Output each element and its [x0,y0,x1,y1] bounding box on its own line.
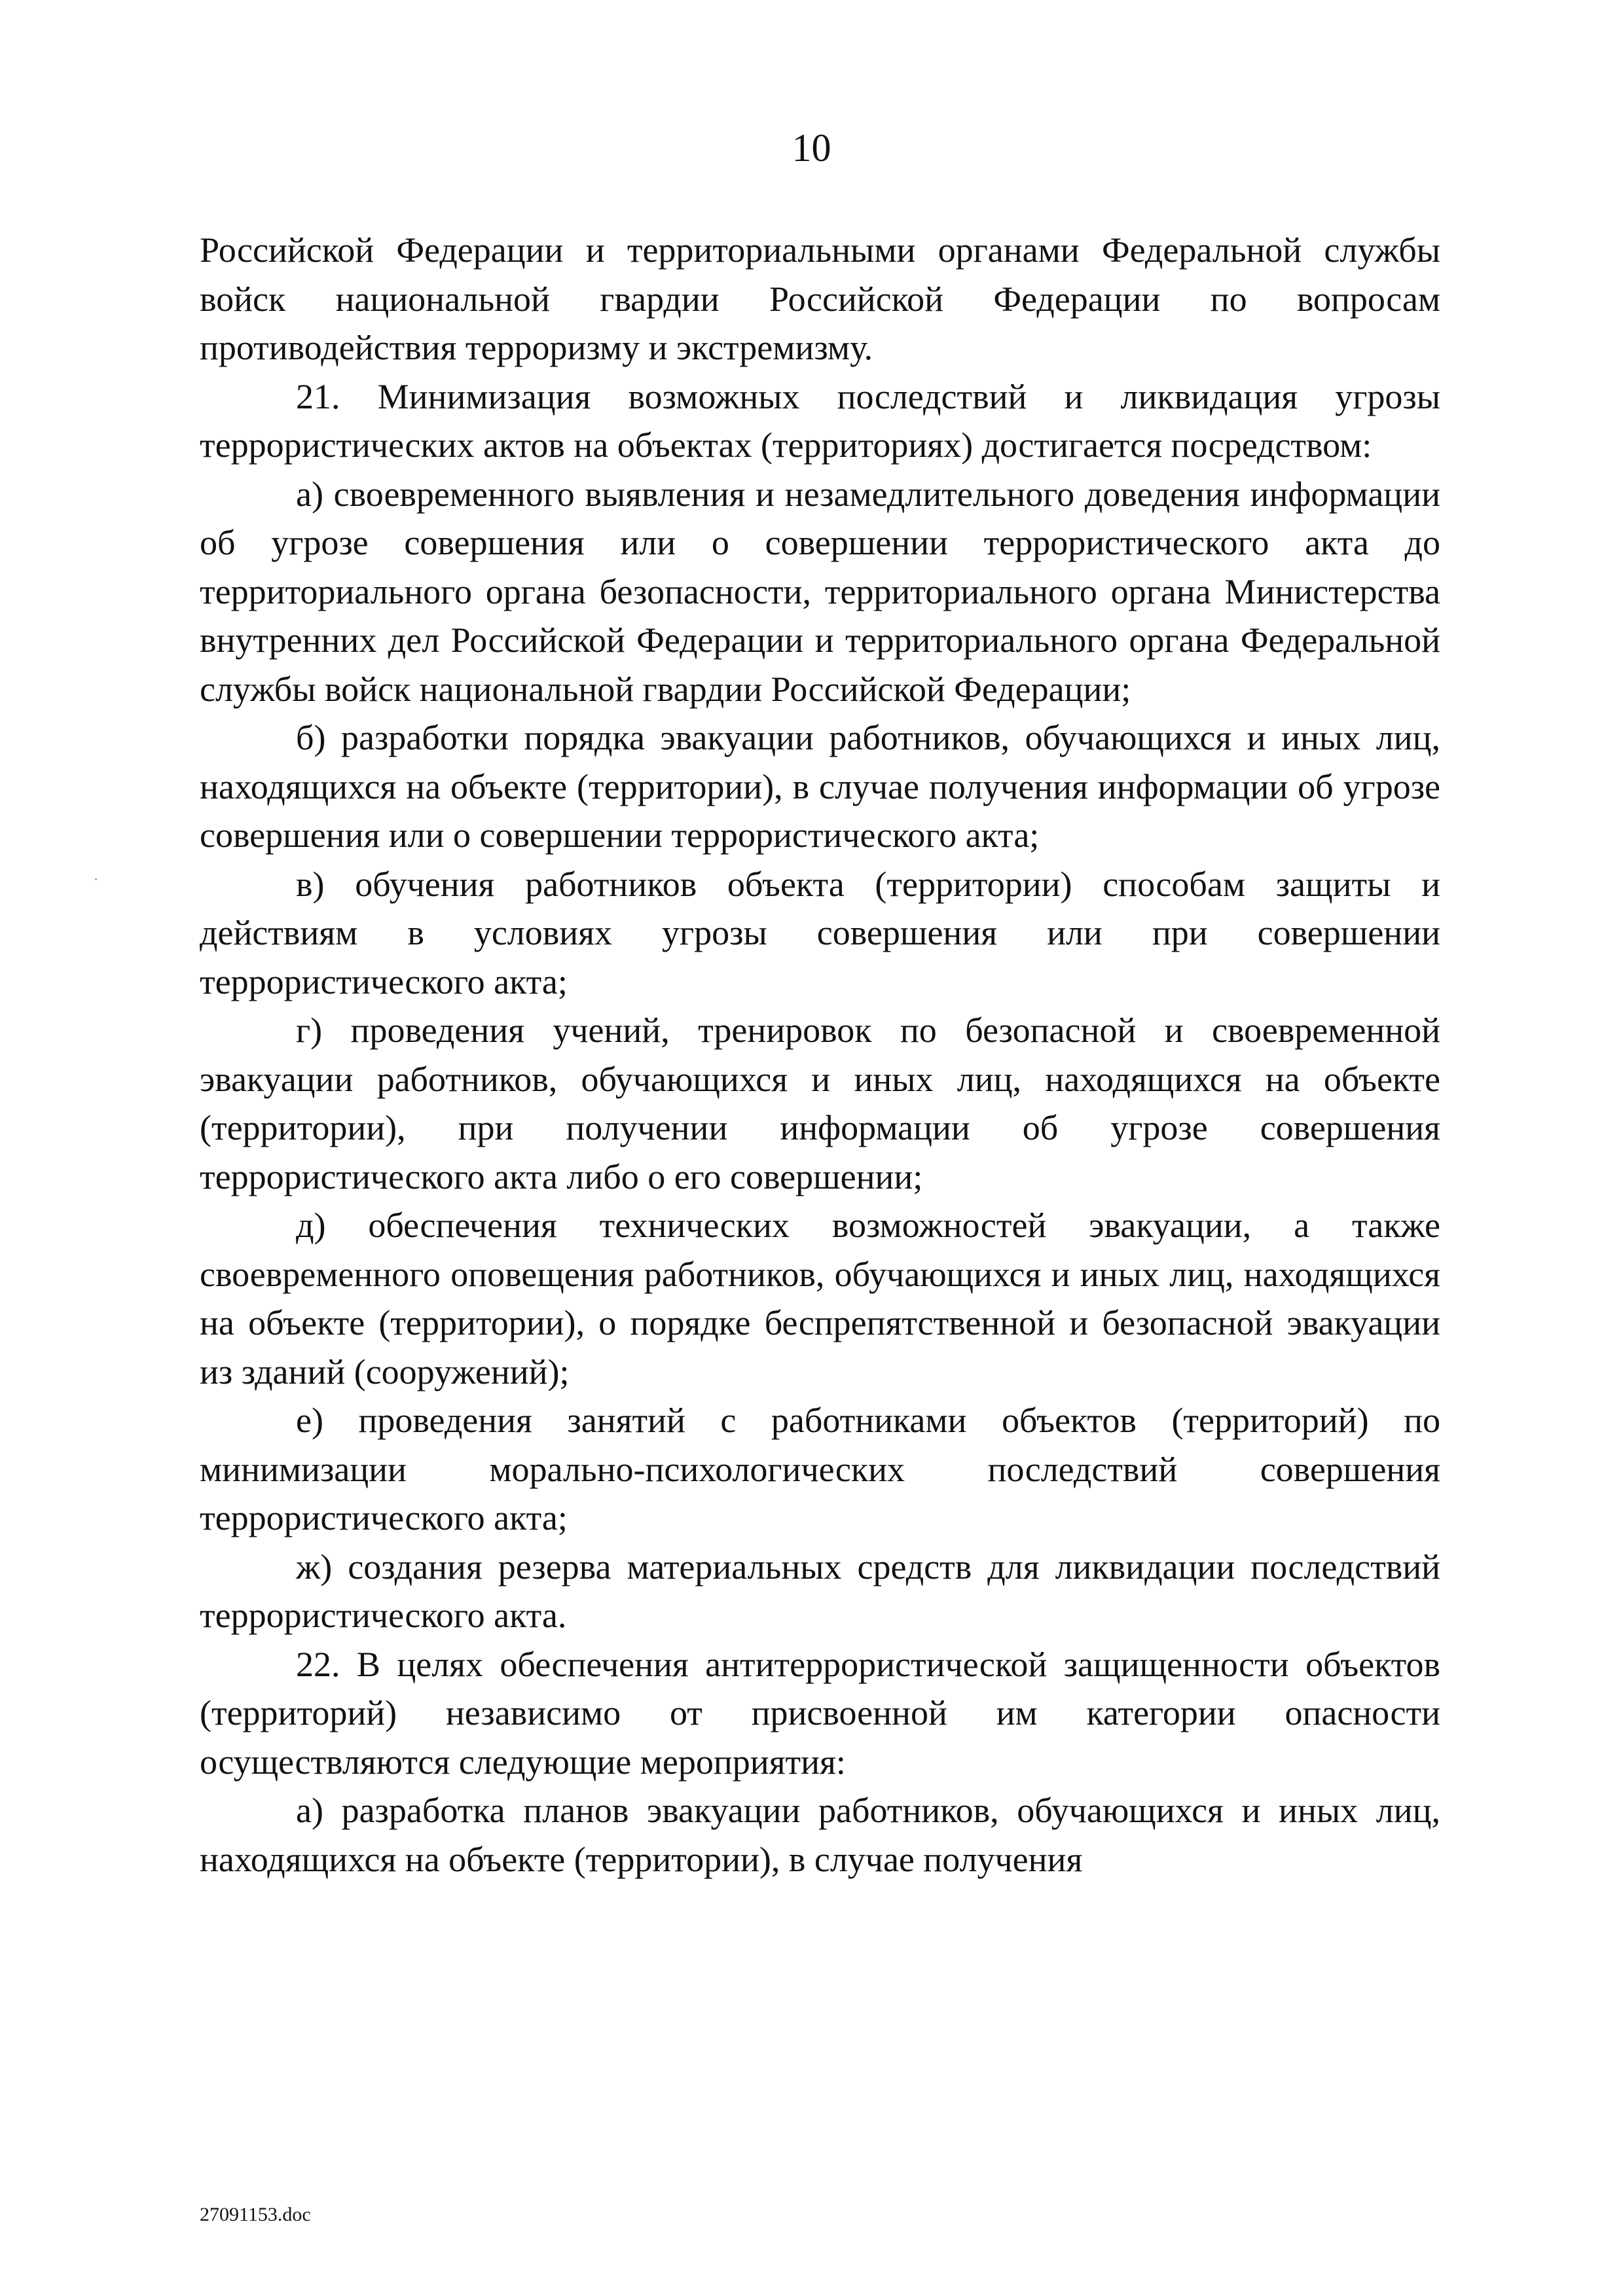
paragraph-item-21-v: в) обучения работников объекта (территории) способам защиты и действиям в условиях угрозы совершения или при совершении террористического акта; [200,864,1440,1001]
scan-speck [95,878,97,880]
paragraph-item-21: 21. Минимизация возможных последствий и ликвидация угрозы террористических актов на объектах (территориях) достигается посредством: [200,376,1440,465]
paragraph-item-22-a: а) разработка планов эвакуации работников, обучающихся и иных лиц, находящихся на объекте (территории), в случае получения [200,1791,1440,1879]
paragraph-item-21-e: е) проведения занятий с работниками объектов (территорий) по минимизации морально-психологических последствий совершения террористического акта; [200,1401,1440,1537]
paragraph-item-21-zh: ж) создания резерва материальных средств для ликвидации последствий террористического акта. [200,1547,1440,1635]
footer-filename: 27091153.doc [200,2204,311,2225]
paragraph-item-21-a: а) своевременного выявления и незамедлительного доведения информации об угрозе совершения или о совершении террористического акта до территориального органа безопасности, территориального органа Министерства внутренних дел Российской Федерации и территориального органа Федеральной службы войск национальной гвардии Российской Федерации; [200,474,1440,709]
page-number: 10 [792,126,831,170]
document-body [200,226,1440,1884]
paragraph-item-21-g: г) проведения учений, тренировок по безопасной и своевременной эвакуации работников, обучающихся и иных лиц, находящихся на объекте (территории), при получении информации об угрозе совершения террористического акта либо о его совершении; [200,1011,1440,1196]
paragraph-item-21-d: д) обеспечения технических возможностей эвакуации, а также своевременного оповещения работников, обучающихся и иных лиц, находящихся на объекте (территории), о порядке беспрепятственной и безопасной эвакуации из зданий (сооружений); [200,1206,1440,1391]
paragraph-item-22: 22. В целях обеспечения антитеррористической защищенности объектов (территорий) независимо от присвоенной им категории опасности осуществляются следующие мероприятия: [200,1644,1440,1782]
paragraph-continuation: Российской Федерации и территориальными органами Федеральной службы войск национальной гвардии Российской Федерации по вопросам противодействия терроризму и экстремизму. [200,230,1440,367]
paragraph-item-21-b: б) разработки порядка эвакуации работников, обучающихся и иных лиц, находящихся на объекте (территории), в случае получения информации об угрозе совершения или о совершении террористического акта; [200,718,1440,855]
